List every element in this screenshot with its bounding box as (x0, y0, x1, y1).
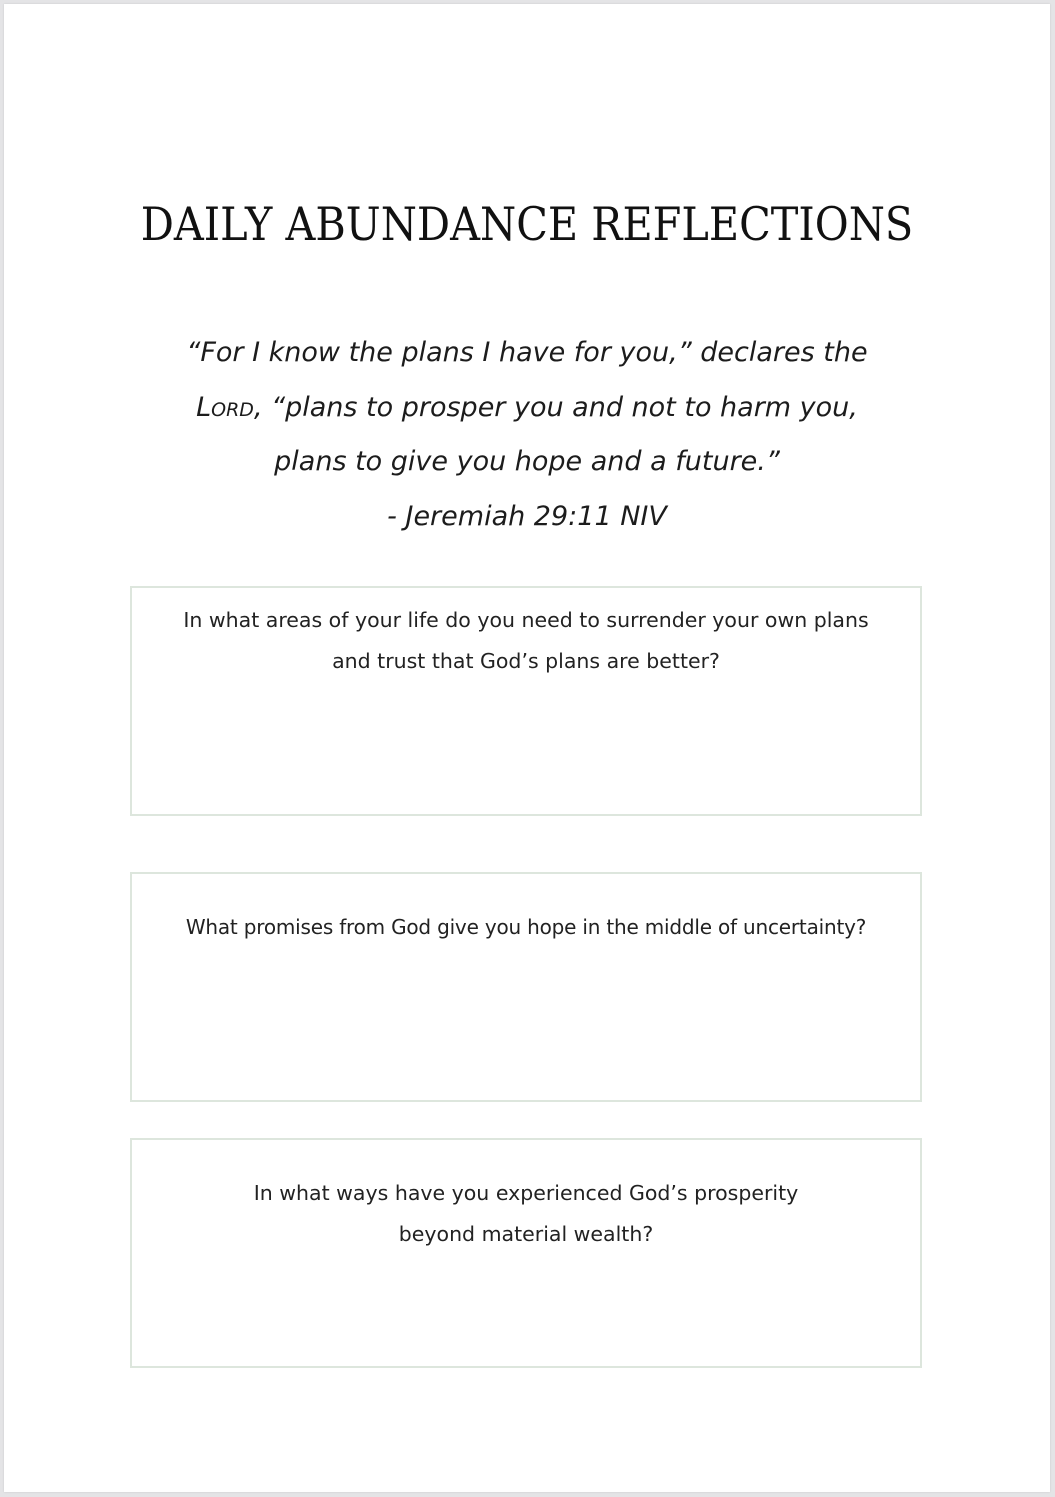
quote-line-3: plans to give you hope and a future.” (274, 446, 780, 477)
question-1-line-1: In what areas of your life do you need to surrender your own plans (183, 608, 869, 632)
reflection-question-2 (132, 874, 920, 948)
lord-word: Lord (196, 391, 254, 423)
reflection-question-1 (132, 588, 920, 682)
reflection-question-3 (132, 1140, 920, 1255)
question-2-line-1: What promises from God give you hope in the middle of uncertainty? (185, 915, 867, 939)
question-1-line-2: and trust that God’s plans are better? (332, 649, 720, 673)
quote-line-2-rest: , “plans to prosper you and not to harm you, (253, 391, 858, 423)
quote-citation: - Jeremiah 29:11 NIV (387, 500, 667, 532)
quote-line-1: “For I know the plans I have for you,” declares the (186, 337, 868, 368)
scripture-quote (4, 326, 1050, 544)
worksheet-page (4, 4, 1050, 1492)
reflection-box-3[interactable] (130, 1138, 922, 1368)
reflection-box-1[interactable] (130, 586, 922, 816)
page-title: DAILY ABUNDANCE REFLECTIONS (140, 197, 914, 251)
question-3-line-1: In what ways have you experienced God’s prosperity (253, 1181, 799, 1205)
question-3-line-2: beyond material wealth? (398, 1222, 654, 1246)
reflection-box-2[interactable] (130, 872, 922, 1102)
quote-line-2 (4, 381, 1050, 436)
